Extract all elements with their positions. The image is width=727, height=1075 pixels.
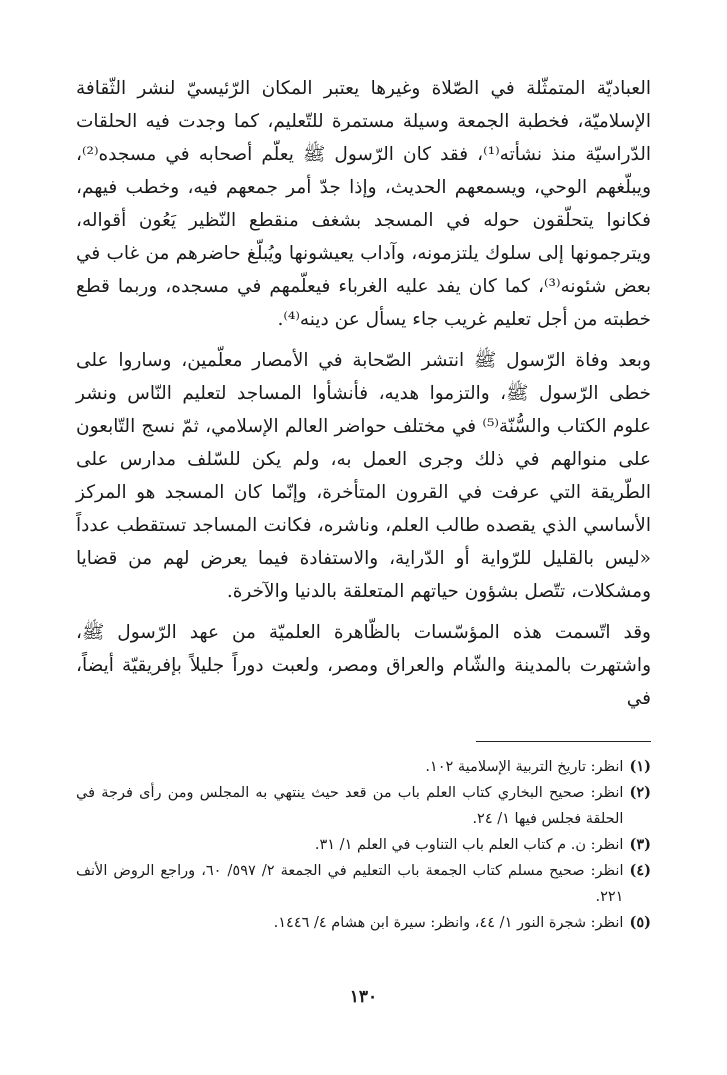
footnote-2 [76, 780, 651, 832]
footnote-text: انظر: ن. م كتاب العلم باب التناوب في العلم ١/ ٣١. [314, 837, 624, 853]
footnote-number: (٤) [629, 862, 651, 879]
paragraph-2: وبعد وفاة الرّسول ﷺ انتشر الصّحابة في الأمصار معلّمين، وساروا على خطى الرّسول ﷺ، والتزموا هديه، فأنشأوا المساجد لتعليم النّاس ونشر علوم الكتاب والسُّنّة⁽⁵⁾ في مختلف حواضر العالم الإسلامي، ثمّ نسج التّابعون على منوالهم في ذلك وجرى العمل به، ولم يكن للسّلف مدارس على الطّريقة التي عرفت في القرون المتأخرة، وإنّما كان المسجد هو المركز الأساسي الذي يقصده طالب العلم، وناشره، فكانت المساجد تستقطب عدداً «ليس بالقليل للرّواية أو الدّراية، والاستفادة فيما يعرض لهم من قضايا ومشكلات، تتّصل بشؤون حياتهم المتعلقة بالدنيا والآخرة. [76, 350, 651, 602]
footnote-text: انظر: صحيح مسلم كتاب الجمعة باب التعليم في الجمعة ٢/ ٥٩٧/ ٦٠، وراجع الروض الأنف ٢٢١. [76, 863, 624, 905]
footnote-5 [76, 910, 651, 936]
paragraph-1: العباديّة المتمثّلة في الصّلاة وغيرها يعتبر المكان الرّئيسيّ لنشر الثّقافة الإسلاميّة، فخطبة الجمعة وسيلة مستمرة للتّعليم، كما وجدت فيه الحلقات الدّراسيّة منذ نشأته⁽¹⁾، فقد كان الرّسول ﷺ يعلّم أصحابه في مسجده⁽²⁾، ويبلّغهم الوحي، ويسمعهم الحديث، وإذا جدّ أمر جمعهم فيه، وخطب فيهم، فكانوا يتحلّقون حوله في المسجد بشغف منقطع النّظير يَعُون أقواله، ويترجمونها إلى سلوك يلتزمونه، وآداب يعيشونها ويُبلّغ حاضرهم من غاب في بعض شئونه⁽³⁾، كما كان يفد عليه الغرباء فيعلّمهم في مسجده، وربما قطع خطبته من أجل تعليم غريب جاء يسأل عن دينه⁽⁴⁾. [76, 78, 651, 330]
footnote-4 [76, 858, 651, 910]
footnote-number: (٢) [629, 784, 651, 801]
paragraph-3: وقد اتّسمت هذه المؤسّسات بالظّاهرة العلميّة من عهد الرّسول ﷺ، واشتهرت بالمدينة والشّام والعراق ومصر، ولعبت دوراً جليلاً بإفريقيّة أيضاً، في [76, 622, 651, 709]
footnotes [76, 754, 651, 936]
footnote-text: انظر: شجرة النور ١/ ٤٤، وانظر: سيرة ابن هشام ٤/ ١٤٤٦. [273, 915, 624, 931]
footnote-1 [76, 754, 651, 780]
book-page [76, 72, 651, 936]
page-number: ١٣٠ [349, 987, 378, 1007]
footnote-separator [476, 741, 651, 742]
footnote-text: انظر: تاريخ التربية الإسلامية ١٠٢. [425, 759, 624, 775]
footnote-number: (٥) [629, 914, 651, 931]
footnote-number: (١) [629, 758, 651, 775]
main-text [76, 72, 651, 715]
footnote-3 [76, 832, 651, 858]
footnote-number: (٣) [629, 836, 651, 853]
footnote-text: انظر: صحيح البخاري كتاب العلم باب من قعد حيث ينتهي به المجلس ومن رأى فرجة في الحلقة فجلس فيها ١/ ٢٤. [76, 785, 624, 827]
